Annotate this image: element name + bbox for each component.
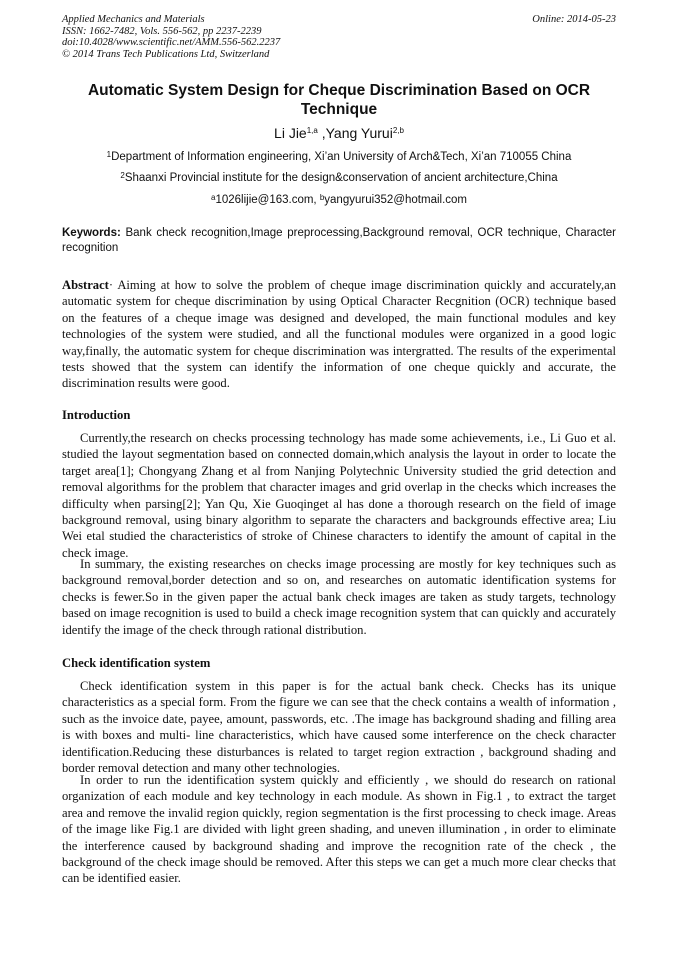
paragraph: In summary, the existing researches on checks image processing are mostly for key techniques such as background removal,border detection and so on, and researches on automatic identification systems for checks is fewer.So in the given paper the actual bank check images are taken as study targets, technology based on image recognition is used to build a check image recognition system that can quickly and accurately identify the image of the check through rational distribution. — [62, 557, 616, 637]
online-date: Online: 2014-05-23 — [532, 14, 616, 25]
affiliation-superscript: 2 — [120, 171, 125, 180]
keywords-label: Keywords: — [62, 227, 121, 239]
email-text: 1026lijie@163.com, — [215, 194, 320, 206]
keywords-text: Bank check recognition,Image preprocessing,Background removal, OCR technique, Character recognition — [62, 227, 616, 254]
affiliation-1 — [62, 150, 616, 164]
abstract-separator: · — [108, 278, 118, 292]
email-text: yangyurui352@hotmail.com — [324, 194, 467, 206]
paragraph: Currently,the research on checks processing technology has made some achievements, i.e., Li Guo et al. studied the layout segmentation based on connected domain,which analysis the layout in order to locate the target area[1]; Chongyang Zhang et al from Nanjing Polytechnic University studied the grid detection and removal algorithms for the problem that character images and grid overlap in the checks which increases the difficulty when parsing[2]; Yan Qu, Xie Guoqinget al has done a thorough research on the field of image background removal, using binary algorithm to separate the characters and backgrounds effective area; Liu Wei etal studied the characteristics of stroke of Chinese characters to identify the amount of capital in the check image. — [62, 431, 616, 560]
paragraph: In order to run the identification system quickly and efficiently , we should do research on rational organization of each module and key technology in each module. As shown in Fig.1 , to extract the target area and remove the invalid region quickly, region segmentation is the first processing to check image. Areas of the image like Fig.1 are divided with light green shading, and uneven illumination , in order to eliminate the interference caused by background shading and improve the recognition rate of the check , the background of the check image should be removed. After this steps we can get a much more clear checks that can be identified easier. — [62, 773, 616, 886]
paragraph: Check identification system in this paper is for the actual bank check. Checks has its unique characteristics as a special form. From the figure we can see that the check contains a wealth of information , such as the invoice date, payee, amount, passwords, etc. .The image has background shading and filling area is with boxes and multi- line characteristics, which have caused some interference on the check character identification.Reducing these disturbances is related to target region extraction , background shading and border removal detection and many other technologies. — [62, 679, 616, 776]
keywords — [62, 226, 616, 255]
author-separator: , — [317, 125, 326, 141]
affiliation-2 — [62, 171, 616, 185]
email-superscript: a — [211, 193, 216, 202]
abstract — [62, 277, 616, 392]
section-heading-introduction: Introduction — [62, 408, 131, 422]
affiliation-text: Department of Information engineering, Xi’an University of Arch&Tech, Xi’an 710055 China — [111, 151, 572, 163]
journal-name: Applied Mechanics and Materials — [62, 14, 205, 25]
copyright-line: © 2014 Trans Tech Publications Ltd, Switzerland — [62, 48, 270, 60]
author-line — [62, 124, 616, 142]
email-superscript: b — [319, 193, 325, 202]
author-superscript: 1,a — [306, 126, 318, 135]
author-name: Li Jie — [274, 125, 307, 141]
issn-line: ISSN: 1662-7482, Vols. 556-562, pp 2237-2239 — [62, 25, 262, 37]
abstract-label: Abstract — [62, 278, 109, 292]
email-line — [62, 193, 616, 207]
section-heading-check-identification: Check identification system — [62, 656, 211, 670]
paper-title: Automatic System Design for Cheque Discrimination Based on OCR Technique — [87, 82, 591, 118]
doi-line: doi:10.4028/www.scientific.net/AMM.556-562.2237 — [62, 37, 281, 49]
affiliation-superscript: 1 — [106, 150, 112, 159]
affiliation-text: Shaanxi Provincial institute for the design&conservation of ancient architecture,China — [124, 172, 558, 184]
journal-header — [62, 14, 616, 60]
author-name: Yang Yurui — [325, 125, 393, 141]
author-superscript: 2,b — [392, 126, 404, 135]
abstract-text: Aiming at how to solve the problem of cheque image discrimination quickly and accurately,an automatic system for cheque discrimination by using Optical Character Recgnition (OCR) technique based on the features of a cheque image was designed and developed, the main functional modules and key technologies of the system were studied, and all the functional modules were organized in a good logic way,finally, the automatic system for cheque discrimination was intergratted. The results of the experimental tests showed that the system can identify the information of one cheque quickly and accurate, the discrimination results were good. — [62, 278, 616, 391]
